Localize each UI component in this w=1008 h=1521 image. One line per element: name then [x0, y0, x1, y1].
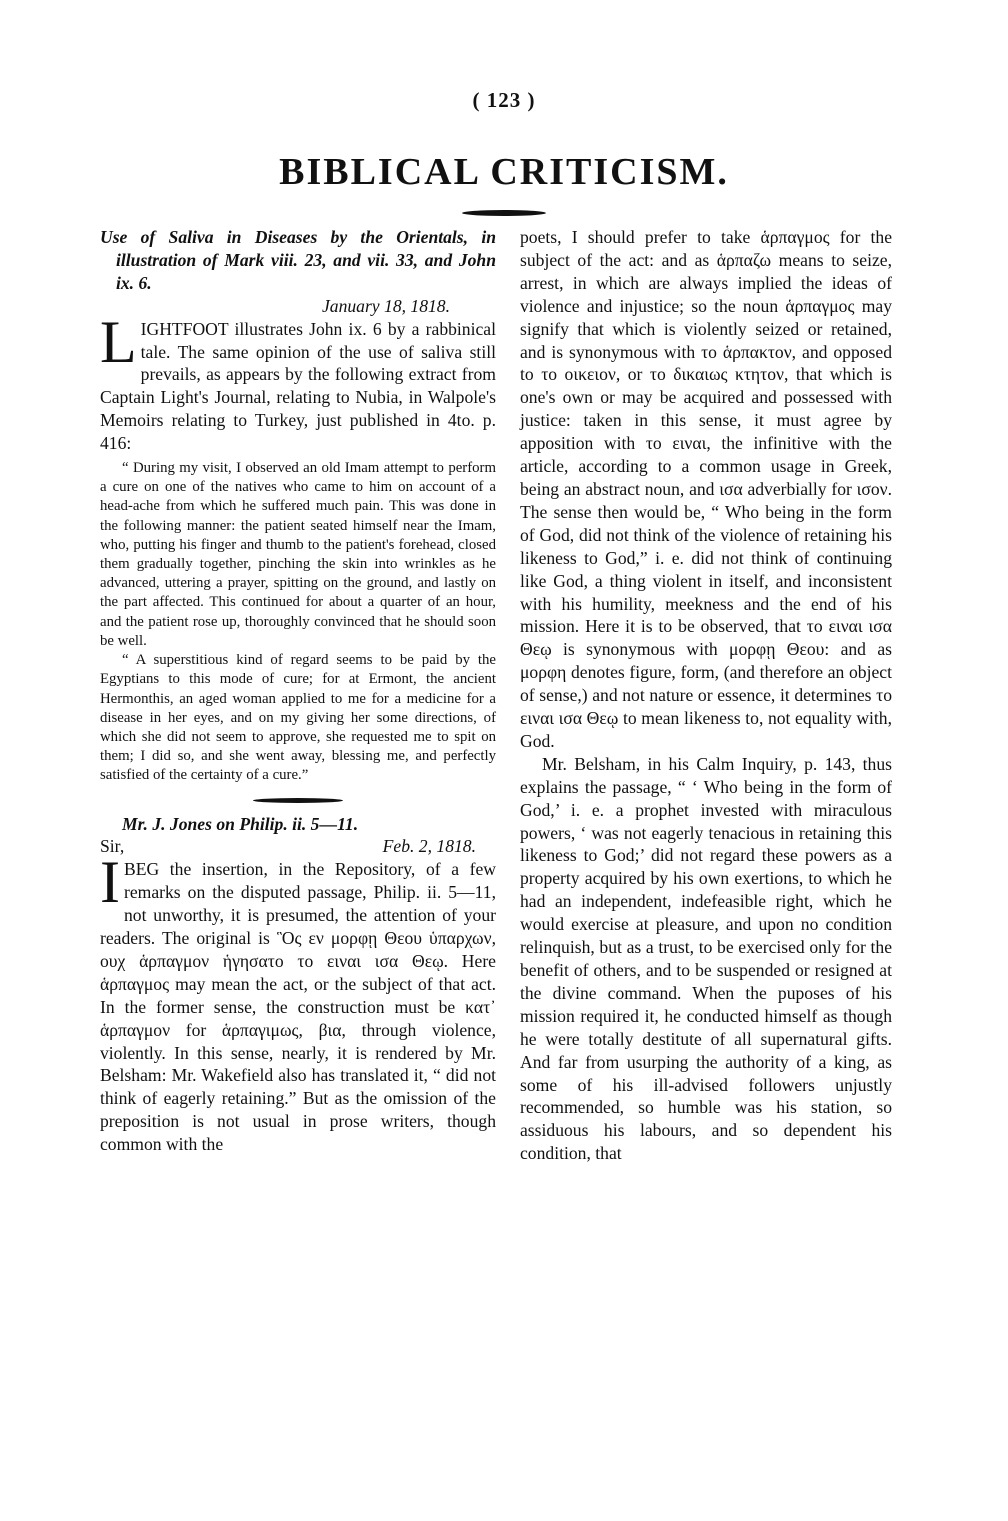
left-column [100, 226, 496, 1156]
letter-paragraph-continued: poets, I should prefer to take ἁρπαγμος for the subject of the act: and as ἁρπαζω means to seize, arrest, in which are always implied the ideas of violence and injustice; so the noun ἁρπαγμος may signify that which is violently seized or retained, and is synonymous with το ἁρπακτον, and opposed to το οικειον, or το δικαιως κτητον, that which is one's own or may be acquired and possessed with justice: taken in this sense, it must agree by apposition with το ειναι, the infinitive with the article, according to a common usage in Greek, being an abstract noun, and ισα adverbially for ισον. The sense then would be, “ Who being in the form of God, did not think of the violence of retaining his likeness to God,” i. e. did not think of continuing like God, a thing violent in itself, and inconsistent with his humility, meekness and the end of his mission. Here it is to be observed, that το ειναι ισα Θεῳ is synonymous with μορφῃ Θεου: and as μορφη denotes figure, form, (and therefore an object of sense,) and not nature or essence, it determines το ειναι ισα Θεῳ to mean likeness to, not equality with, God. [520, 227, 892, 751]
right-column [520, 226, 892, 1165]
article-heading: Mr. J. Jones on Philip. ii. 5—11. [122, 813, 359, 834]
article-heading: Use of Saliva in Diseases by the Orientals, in illustration of Mark viii. 23, and vii. 33, and John ix. 6. [100, 227, 496, 293]
letter-date: Feb. 2, 1818. [382, 836, 476, 857]
page-number: ( 123 ) [472, 88, 536, 112]
page-title: BIBLICAL CRITICISM. [279, 151, 729, 193]
article-date: January 18, 1818. [321, 295, 450, 316]
article-intro-paragraph: LIGHTFOOT illustrates John ix. 6 by a rabbinical tale. The same opinion of the use of saliva still prevails, as appears by the following extract from Captain Light's Journal, relating to Nubia, in Walpole's Memoirs relating to Turkey, just published in 4to. p. 416: [100, 308, 496, 454]
salutation: Sir, [100, 836, 125, 857]
title-ornament-rule [462, 210, 546, 216]
quote-paragraph: “ A superstitious kind of regard seems to be paid by the Egyptians to this mode of cure; for at Ermont, the ancient Hermonthis, an aged woman applied to me for a medicine for a disease in her eyes, and on my giving her some directions, of which she did not seem to approve, she requested me to spit on them; I did so, and she went away, blessing me, and perfectly satisfied of the certainty of a cure.” [100, 652, 496, 784]
letter-salutation-line [100, 835, 496, 858]
quote-paragraph: “ During my visit, I observed an old Imam attempt to perform a cure on one of the natives who came to him on account of a head-ache from which he suffered much pain. This was done in the following manner: the patient seated himself near the Imam, who, putting his finger and thumb to the patient's forehead, closed them gradually together, pinching the skin into wrinkles as he advanced, uttering a prayer, spitting on the ground, and lastly on the part affected. This continued for about a quarter of an hour, and the patient rose up, thoroughly convinced that he should soon be well. [100, 460, 496, 649]
letter-paragraph: Mr. Belsham, in his Calm Inquiry, p. 143, thus explains the passage, “ ‘ Who being in the form of God,’ i. e. a prophet invested with miraculous powers, ‘ was not eagerly tenacious in retaining this likeness to God;’ did not regard these powers as a property acquired by his own exertions, to which he had an independent, indefeasible right, which he would exercise at pleasure, and upon no condition relinquish, but as a trust, to be exercised only for the benefit of others, and to be suspended or resigned at the divine command. When the puposes of his mission required it, he conducted himself as though he were totally destitute of all supernatural gifts. And far from usurping the authority of a king, as some of his ill-advised followers unjustly recommended, so humble was his station, so assiduous his labours, and so dependent his condition, that [520, 753, 892, 1164]
section-divider-rule [253, 798, 343, 803]
letter-paragraph: IBEG the insertion, in the Repository, of a few remarks on the disputed passage, Philip. ii. 5—11, not unworthy, it is presumed, the attention of your readers. The original is Ὃς εν μορφῃ Θεου ὑπαρχων, ουχ ἁρπαγμον ἡγησατο το ειναι ισα Θεῳ. Here ἁρπαγμος may mean the act, or the subject of that act. In the former sense, the construction must be κατ᾽ ἁρπαγμον for ἁρπαγιμως, βια, through violence, violently. In this sense, nearly, it is rendered by Mr. Belsham: Mr. Wakefield also has translated it, “ did not think of eagerly retaining.” But as the omission of the preposition is not usual in prose writers, though common with the [100, 849, 496, 1155]
